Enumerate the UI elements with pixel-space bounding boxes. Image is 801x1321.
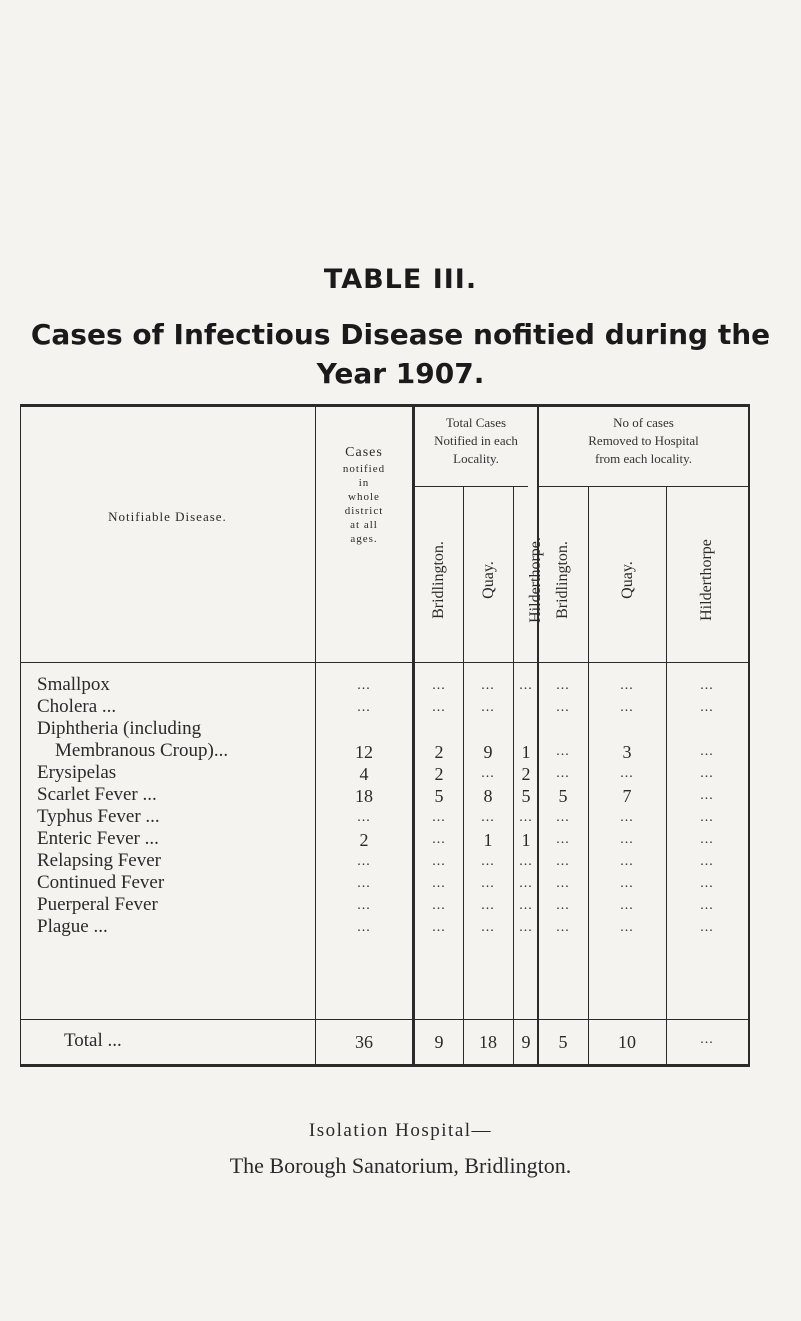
- table-cell: ...: [357, 854, 371, 869]
- table-cell: ...: [519, 876, 533, 891]
- disease-name: Membranous Croup)...: [55, 740, 229, 761]
- disease-name: Puerperal Fever: [37, 894, 158, 915]
- col-header-hilderthorpe: Hilderthorpe.: [527, 537, 544, 623]
- table-cell: ...: [556, 678, 570, 693]
- cases-header-line: whole: [348, 491, 380, 503]
- total-cell: 36: [355, 1032, 373, 1052]
- header-bottom-rule: [20, 662, 750, 663]
- removed-header-line: from each locality.: [595, 451, 692, 466]
- table-cell: ...: [620, 876, 634, 891]
- table-cell: ...: [700, 920, 714, 935]
- total-cases-header: [415, 414, 537, 468]
- table-cell: ...: [700, 810, 714, 825]
- disease-name: Erysipelas: [37, 762, 117, 783]
- table-cell: ...: [700, 832, 714, 847]
- table-cell: ...: [556, 898, 570, 913]
- table-cell: ...: [432, 854, 446, 869]
- table-cell: ...: [556, 832, 570, 847]
- total-cell: 10: [618, 1032, 636, 1052]
- table-cell: ...: [556, 744, 570, 759]
- table-cell: ...: [481, 700, 495, 715]
- table-cell: 7: [622, 786, 632, 806]
- table-cell: 2: [521, 764, 531, 784]
- cases-divider: [412, 404, 415, 1066]
- table-cell: 1: [521, 742, 531, 762]
- total-cell: 5: [558, 1032, 568, 1052]
- group-divider-removed: [538, 486, 748, 487]
- table-cell: 2: [434, 742, 444, 762]
- page-title-line-2: Year 1907.: [316, 357, 485, 390]
- cases-header-line: ages.: [350, 533, 378, 545]
- table-cell: ...: [556, 920, 570, 935]
- table-cell: ...: [432, 810, 446, 825]
- table-cell: ...: [700, 744, 714, 759]
- disease-name: Enteric Fever ...: [37, 828, 159, 849]
- table-cell: 2: [434, 764, 444, 784]
- table-cell: ...: [432, 700, 446, 715]
- table-cell: ...: [700, 854, 714, 869]
- total-label: Total ...: [64, 1030, 122, 1051]
- disease-name: Cholera ...: [37, 696, 117, 717]
- table-cell: ...: [700, 788, 714, 803]
- col-header-removed-bridlington: Bridlington.: [554, 541, 571, 619]
- table-cell: ...: [357, 920, 371, 935]
- table-cell: ...: [357, 678, 371, 693]
- table-cell: 9: [483, 742, 493, 762]
- removed-quay-divider: [588, 486, 589, 1066]
- group-divider: [537, 404, 539, 1066]
- table-cell: ...: [432, 832, 446, 847]
- table-cell: 1: [483, 830, 493, 850]
- table-cell: ...: [556, 700, 570, 715]
- disease-name: Typhus Fever ...: [37, 806, 160, 827]
- table-cell: ...: [556, 876, 570, 891]
- disease-header: [20, 510, 315, 524]
- table-cell: ...: [620, 678, 634, 693]
- group-divider-total: [413, 486, 528, 487]
- cases-header-line: notified: [342, 463, 386, 475]
- table-cell: ...: [700, 678, 714, 693]
- total-cell: 9: [521, 1032, 531, 1052]
- table-cell: ...: [357, 700, 371, 715]
- total-cell: ...: [700, 1032, 714, 1047]
- left-border: [20, 404, 21, 1066]
- table-label: TABLE III.: [323, 264, 478, 295]
- table-cell: ...: [432, 898, 446, 913]
- table-cell: ...: [481, 920, 495, 935]
- disease-name: Smallpox: [37, 674, 110, 695]
- table-cell: 5: [558, 786, 568, 806]
- right-border: [748, 404, 750, 1066]
- table-cell: ...: [620, 920, 634, 935]
- cases-header-line: Cases: [345, 445, 383, 460]
- table-cell: ...: [519, 678, 533, 693]
- cases-header-line: in: [358, 477, 370, 489]
- page-title-line-1: Cases of Infectious Disease nofitied during the: [30, 318, 771, 351]
- sanatorium-text: The Borough Sanatorium, Bridlington.: [229, 1153, 572, 1178]
- total-cell: 9: [434, 1032, 444, 1052]
- table-cell: 8: [483, 786, 493, 806]
- disease-header-text: Notifiable Disease.: [108, 509, 227, 524]
- removed-hild-divider: [666, 486, 667, 1066]
- table-cell: ...: [700, 876, 714, 891]
- table-cell: ...: [481, 810, 495, 825]
- table-cell: ...: [481, 854, 495, 869]
- total-header-line: Notified in each: [434, 433, 518, 448]
- col-header-bridlington: Bridlington.: [430, 541, 447, 619]
- isolation-hospital-heading: Isolation Hospital—: [308, 1120, 493, 1141]
- table-cell: ...: [620, 810, 634, 825]
- table-cell: 5: [434, 786, 444, 806]
- table-cell: ...: [620, 854, 634, 869]
- table-cell: 5: [521, 786, 531, 806]
- cases-header-line: at all: [350, 519, 378, 531]
- table-cell: ...: [481, 876, 495, 891]
- table-cell: ...: [519, 898, 533, 913]
- col-header-removed-quay: Quay.: [619, 561, 636, 599]
- table-cell: ...: [700, 700, 714, 715]
- col-header-removed-hilderthorpe: Hilderthorpe: [698, 539, 715, 621]
- table-cell: ...: [620, 832, 634, 847]
- table-top-rule: [20, 404, 750, 407]
- removed-header-line: No of cases: [613, 415, 674, 430]
- disease-name: Relapsing Fever: [37, 850, 162, 871]
- table-cell: 2: [359, 830, 369, 850]
- table-cell: 3: [622, 742, 632, 762]
- table-cell: ...: [519, 854, 533, 869]
- table-cell: 1: [521, 830, 531, 850]
- table-cell: ...: [357, 876, 371, 891]
- table-cell: ...: [481, 898, 495, 913]
- cases-header: [316, 444, 412, 546]
- table-cell: ...: [519, 810, 533, 825]
- table-cell: ...: [432, 876, 446, 891]
- table-cell: ...: [556, 810, 570, 825]
- table-cell: ...: [700, 766, 714, 781]
- disease-name: Scarlet Fever ...: [37, 784, 157, 805]
- disease-name: Plague ...: [37, 916, 108, 937]
- table-cell: ...: [620, 700, 634, 715]
- total-cell: 18: [479, 1032, 497, 1052]
- disease-name: Diphtheria (including: [37, 718, 202, 739]
- total-header-line: Total Cases: [445, 415, 507, 430]
- table-cell: ...: [432, 678, 446, 693]
- table-cell: ...: [620, 898, 634, 913]
- table-cell: 4: [359, 764, 369, 784]
- total-top-rule: [20, 1019, 750, 1020]
- table-cell: ...: [519, 920, 533, 935]
- cases-header-line: district: [344, 505, 384, 517]
- table-cell: 18: [355, 786, 373, 806]
- table-cell: ...: [700, 898, 714, 913]
- table-cell: 12: [355, 742, 373, 762]
- table-cell: ...: [620, 766, 634, 781]
- table-cell: ...: [481, 766, 495, 781]
- removed-header: [539, 414, 748, 468]
- removed-header-line: Removed to Hospital: [588, 433, 699, 448]
- table-cell: ...: [481, 678, 495, 693]
- table-cell: ...: [357, 810, 371, 825]
- total-header-line: Locality.: [453, 451, 499, 466]
- table-bottom-rule: [20, 1064, 750, 1067]
- table-cell: ...: [357, 898, 371, 913]
- table-cell: ...: [556, 854, 570, 869]
- table-cell: ...: [432, 920, 446, 935]
- disease-name: Continued Fever: [37, 872, 165, 893]
- table-cell: ...: [556, 766, 570, 781]
- col-header-quay: Quay.: [480, 561, 497, 599]
